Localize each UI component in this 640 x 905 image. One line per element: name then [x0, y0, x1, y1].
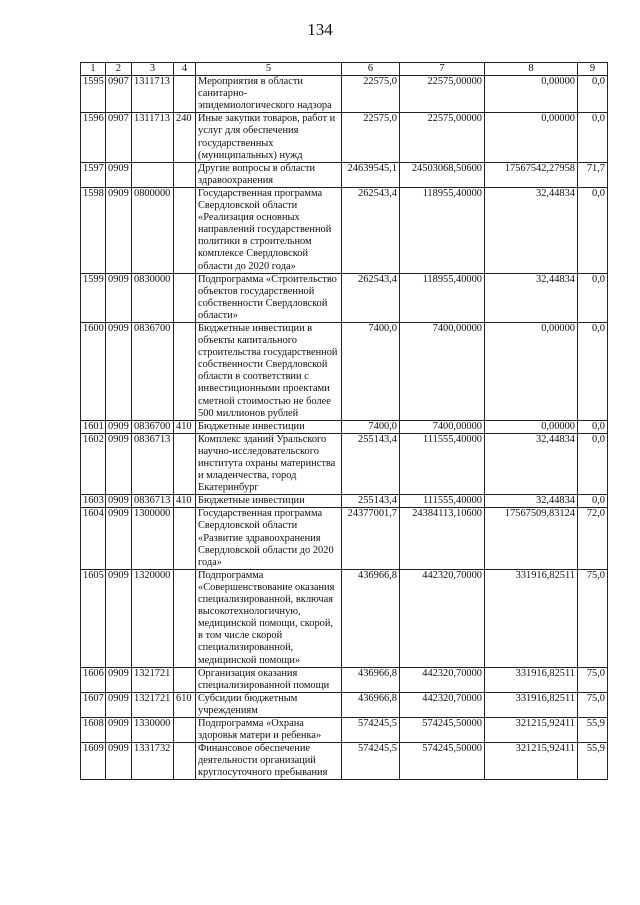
item-name-cell: Бюджетные инвестиции в объекты капитального строительства государственной собственности Свердловской области в соответствии с инвестиционными проектами сметной стоимостью не более 500 миллионов рублей [196, 322, 342, 420]
column-header: 5 [196, 63, 342, 76]
execution-percent-cell: 0,0 [578, 433, 608, 494]
column-header: 1 [81, 63, 106, 76]
section-code-cell: 0909 [106, 273, 132, 322]
section-code-cell: 0909 [106, 667, 132, 692]
table-row [81, 162, 608, 187]
planned-amount-cell: 22575,00000 [400, 113, 485, 162]
item-name-cell: Подпрограмма «Строительство объектов государственной собственности Свердловской области» [196, 273, 342, 322]
expense-type-cell [174, 273, 196, 322]
row-number-cell: 1604 [81, 508, 106, 569]
executed-amount-cell: 321215,92411 [485, 717, 578, 742]
planned-amount-cell: 7400,00000 [400, 420, 485, 433]
column-header: 8 [485, 63, 578, 76]
planned-amount-cell: 111555,40000 [400, 495, 485, 508]
target-code-cell: 1300000 [132, 508, 174, 569]
executed-amount-cell: 32,44834 [485, 433, 578, 494]
item-name-cell: Финансовое обеспечение деятельности организаций круглосуточного пребывания [196, 743, 342, 780]
column-header: 3 [132, 63, 174, 76]
executed-amount-cell: 32,44834 [485, 187, 578, 273]
planned-amount-cell: 118955,40000 [400, 187, 485, 273]
section-code-cell: 0907 [106, 113, 132, 162]
target-code-cell: 1331732 [132, 743, 174, 780]
execution-percent-cell: 0,0 [578, 322, 608, 420]
row-number-cell: 1599 [81, 273, 106, 322]
section-code-cell: 0909 [106, 433, 132, 494]
row-number-cell: 1598 [81, 187, 106, 273]
column-header: 2 [106, 63, 132, 76]
section-code-cell: 0909 [106, 420, 132, 433]
approved-amount-cell: 436966,8 [342, 569, 400, 667]
expense-type-cell [174, 569, 196, 667]
planned-amount-cell: 111555,40000 [400, 433, 485, 494]
approved-amount-cell: 262543,4 [342, 187, 400, 273]
item-name-cell: Государственная программа Свердловской области «Реализация основных направлений государственной политики в строительном комплексе Свердловской области до 2020 года» [196, 187, 342, 273]
table-row [81, 322, 608, 420]
executed-amount-cell: 0,00000 [485, 113, 578, 162]
execution-percent-cell: 0,0 [578, 420, 608, 433]
expense-type-cell: 240 [174, 113, 196, 162]
planned-amount-cell: 442320,70000 [400, 692, 485, 717]
expense-type-cell [174, 433, 196, 494]
item-name-cell: Комплекс зданий Уральского научно-исследовательского института охраны материнства и младенчества, город Екатеринбург [196, 433, 342, 494]
item-name-cell: Иные закупки товаров, работ и услуг для обеспечения государственных (муниципальных) нужд [196, 113, 342, 162]
row-number-cell: 1606 [81, 667, 106, 692]
approved-amount-cell: 255143,4 [342, 433, 400, 494]
item-name-cell: Бюджетные инвестиции [196, 420, 342, 433]
item-name-cell: Государственная программа Свердловской области «Развитие здравоохранения Свердловской области до 2020 года» [196, 508, 342, 569]
row-number-cell: 1602 [81, 433, 106, 494]
approved-amount-cell: 574245,5 [342, 717, 400, 742]
column-header: 4 [174, 63, 196, 76]
table-row [81, 667, 608, 692]
planned-amount-cell: 7400,00000 [400, 322, 485, 420]
table-row [81, 113, 608, 162]
item-name-cell: Подпрограмма «Охрана здоровья матери и ребенка» [196, 717, 342, 742]
execution-percent-cell: 55,9 [578, 743, 608, 780]
target-code-cell: 0836700 [132, 322, 174, 420]
column-header: 6 [342, 63, 400, 76]
execution-percent-cell: 0,0 [578, 113, 608, 162]
table-row [81, 495, 608, 508]
section-code-cell: 0909 [106, 508, 132, 569]
approved-amount-cell: 255143,4 [342, 495, 400, 508]
target-code-cell: 1311713 [132, 76, 174, 113]
approved-amount-cell: 24639545,1 [342, 162, 400, 187]
section-code-cell: 0909 [106, 743, 132, 780]
section-code-cell: 0909 [106, 569, 132, 667]
item-name-cell: Субсидии бюджетным учреждениям [196, 692, 342, 717]
section-code-cell: 0907 [106, 76, 132, 113]
row-number-cell: 1601 [81, 420, 106, 433]
expense-type-cell: 410 [174, 420, 196, 433]
row-number-cell: 1603 [81, 495, 106, 508]
section-code-cell: 0909 [106, 717, 132, 742]
table-row [81, 187, 608, 273]
table-row [81, 76, 608, 113]
approved-amount-cell: 7400,0 [342, 420, 400, 433]
table-header-row [81, 63, 608, 76]
item-name-cell: Мероприятия в области санитарно-эпидемиологического надзора [196, 76, 342, 113]
item-name-cell: Бюджетные инвестиции [196, 495, 342, 508]
target-code-cell: 1320000 [132, 569, 174, 667]
budget-table [80, 62, 608, 780]
target-code-cell: 1311713 [132, 113, 174, 162]
executed-amount-cell: 17567509,83124 [485, 508, 578, 569]
row-number-cell: 1608 [81, 717, 106, 742]
row-number-cell: 1609 [81, 743, 106, 780]
table-row [81, 508, 608, 569]
target-code-cell [132, 162, 174, 187]
expense-type-cell [174, 322, 196, 420]
row-number-cell: 1597 [81, 162, 106, 187]
target-code-cell: 1321721 [132, 667, 174, 692]
target-code-cell: 0836713 [132, 495, 174, 508]
section-code-cell: 0909 [106, 692, 132, 717]
page-number: 134 [307, 20, 333, 39]
executed-amount-cell: 0,00000 [485, 420, 578, 433]
execution-percent-cell: 75,0 [578, 692, 608, 717]
executed-amount-cell: 331916,82511 [485, 667, 578, 692]
target-code-cell: 1321721 [132, 692, 174, 717]
table-row [81, 433, 608, 494]
row-number-cell: 1600 [81, 322, 106, 420]
column-header: 7 [400, 63, 485, 76]
execution-percent-cell: 75,0 [578, 667, 608, 692]
table-row [81, 420, 608, 433]
target-code-cell: 1330000 [132, 717, 174, 742]
expense-type-cell [174, 667, 196, 692]
item-name-cell: Подпрограмма «Совершенствование оказания специализированной, включая высокотехнологичную, медицинской помощи, скорой, в том числе скорой специализированной, медицинской помощи» [196, 569, 342, 667]
executed-amount-cell: 32,44834 [485, 495, 578, 508]
execution-percent-cell: 0,0 [578, 76, 608, 113]
executed-amount-cell: 331916,82511 [485, 692, 578, 717]
expense-type-cell [174, 76, 196, 113]
approved-amount-cell: 436966,8 [342, 667, 400, 692]
execution-percent-cell: 71,7 [578, 162, 608, 187]
item-name-cell: Организация оказания специализированной помощи [196, 667, 342, 692]
executed-amount-cell: 32,44834 [485, 273, 578, 322]
row-number-cell: 1607 [81, 692, 106, 717]
execution-percent-cell: 75,0 [578, 569, 608, 667]
table-row [81, 273, 608, 322]
row-number-cell: 1605 [81, 569, 106, 667]
table-row [81, 692, 608, 717]
executed-amount-cell: 0,00000 [485, 76, 578, 113]
table-row [81, 569, 608, 667]
table-body [81, 76, 608, 780]
item-name-cell: Другие вопросы в области здравоохранения [196, 162, 342, 187]
row-number-cell: 1596 [81, 113, 106, 162]
approved-amount-cell: 7400,0 [342, 322, 400, 420]
section-code-cell: 0909 [106, 495, 132, 508]
executed-amount-cell: 321215,92411 [485, 743, 578, 780]
expense-type-cell [174, 508, 196, 569]
target-code-cell: 0830000 [132, 273, 174, 322]
planned-amount-cell: 442320,70000 [400, 569, 485, 667]
planned-amount-cell: 574245,50000 [400, 743, 485, 780]
approved-amount-cell: 24377001,7 [342, 508, 400, 569]
expense-type-cell: 610 [174, 692, 196, 717]
section-code-cell: 0909 [106, 162, 132, 187]
executed-amount-cell: 0,00000 [485, 322, 578, 420]
execution-percent-cell: 0,0 [578, 495, 608, 508]
execution-percent-cell: 55,9 [578, 717, 608, 742]
execution-percent-cell: 72,0 [578, 508, 608, 569]
planned-amount-cell: 118955,40000 [400, 273, 485, 322]
expense-type-cell [174, 743, 196, 780]
expense-type-cell [174, 717, 196, 742]
planned-amount-cell: 24384113,10600 [400, 508, 485, 569]
target-code-cell: 0836700 [132, 420, 174, 433]
table-row [81, 743, 608, 780]
expense-type-cell [174, 162, 196, 187]
approved-amount-cell: 574245,5 [342, 743, 400, 780]
executed-amount-cell: 331916,82511 [485, 569, 578, 667]
planned-amount-cell: 24503068,50600 [400, 162, 485, 187]
planned-amount-cell: 442320,70000 [400, 667, 485, 692]
table-row [81, 717, 608, 742]
approved-amount-cell: 262543,4 [342, 273, 400, 322]
target-code-cell: 0800000 [132, 187, 174, 273]
planned-amount-cell: 22575,00000 [400, 76, 485, 113]
row-number-cell: 1595 [81, 76, 106, 113]
executed-amount-cell: 17567542,27958 [485, 162, 578, 187]
target-code-cell: 0836713 [132, 433, 174, 494]
planned-amount-cell: 574245,50000 [400, 717, 485, 742]
column-header: 9 [578, 63, 608, 76]
approved-amount-cell: 22575,0 [342, 76, 400, 113]
execution-percent-cell: 0,0 [578, 187, 608, 273]
section-code-cell: 0909 [106, 322, 132, 420]
section-code-cell: 0909 [106, 187, 132, 273]
approved-amount-cell: 22575,0 [342, 113, 400, 162]
expense-type-cell: 410 [174, 495, 196, 508]
execution-percent-cell: 0,0 [578, 273, 608, 322]
expense-type-cell [174, 187, 196, 273]
approved-amount-cell: 436966,8 [342, 692, 400, 717]
